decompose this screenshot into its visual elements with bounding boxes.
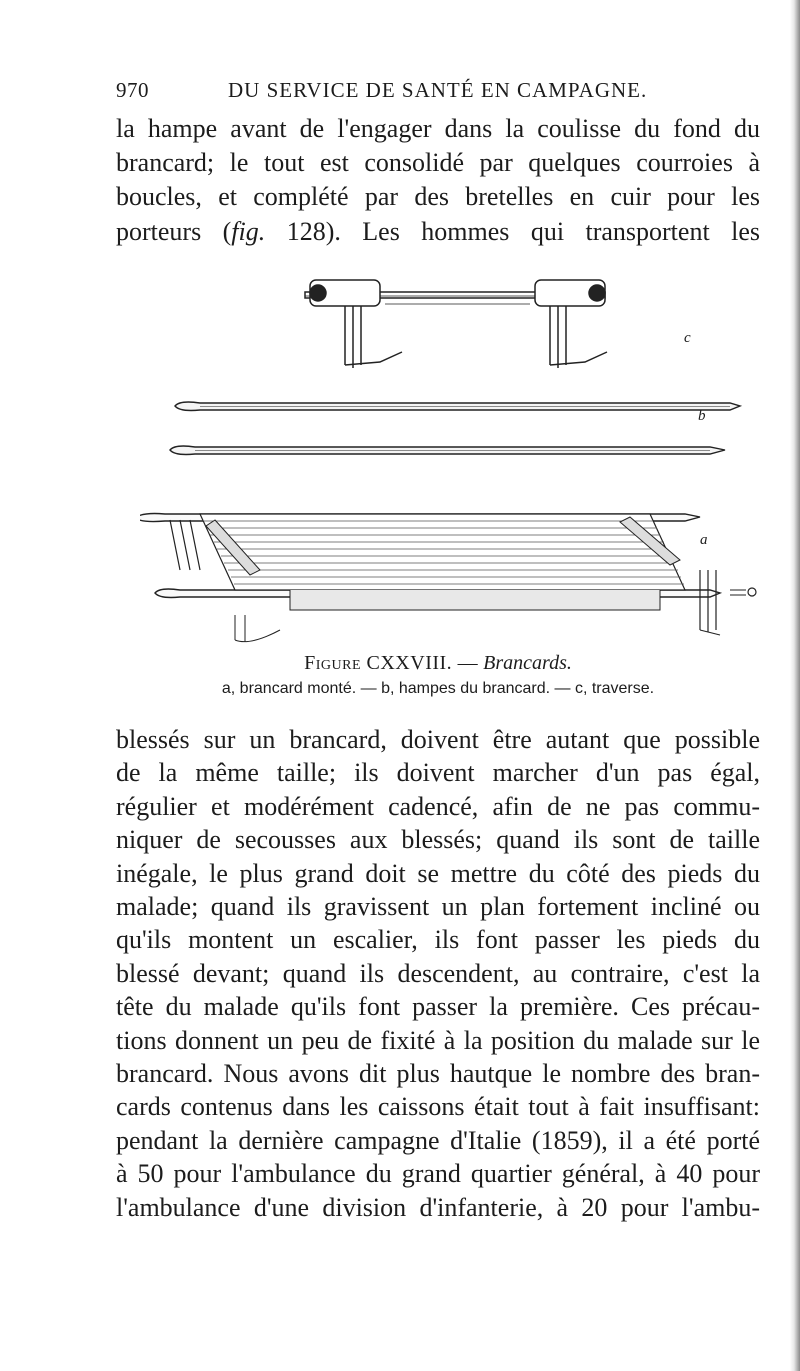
text-line xyxy=(116,215,760,249)
text-line: blessés sur un brancard, doivent être autant que possible xyxy=(116,725,760,754)
text-fragment: 128). Les hommes qui transportent les xyxy=(265,216,760,246)
text-line: brancard. Nous avons dit plus hautque le nombre des bran- xyxy=(116,1059,760,1089)
text-line: inégale, le plus grand doit se mettre du côté des pieds du xyxy=(116,858,760,888)
text-line: qu'ils montent un escalier, ils font passer les pieds du xyxy=(116,925,760,955)
text-line: régulier et modérément cadencé, afin de ne pas commu- xyxy=(116,791,760,821)
figure-caption-subject: Brancards. xyxy=(483,652,572,674)
text-fragment: porteurs ( xyxy=(116,216,232,246)
text-line: de la même taille; ils doivent marcher d'un pas égal, xyxy=(116,758,760,788)
text-line: niquer de secousses aux blessés; quand ils sont de taille xyxy=(116,825,760,855)
text-line: malade; quand ils gravissent un plan fortement incliné ou xyxy=(116,892,760,922)
text-line: à 50 pour l'ambulance du grand quartier général, à 40 pour xyxy=(116,1159,760,1189)
page-number: 970 xyxy=(116,78,149,102)
text-line: tête du malade qu'ils font passer la première. Ces précau- xyxy=(116,992,760,1022)
figure-legend: a, brancard monté. — b, hampes du brancard. — c, traverse. xyxy=(221,680,655,697)
text-line: brancard; le tout est consolidé par quelques courroies à xyxy=(116,148,760,178)
paragraph-bottom xyxy=(116,723,760,1224)
figure-caption xyxy=(116,652,760,675)
poles-b xyxy=(170,402,740,455)
running-head xyxy=(116,78,756,103)
assembled-stretcher-a xyxy=(140,514,756,643)
label-b: b xyxy=(698,408,706,424)
text-line: blessé devant; quand ils descendent, au contraire, c'est la xyxy=(116,958,760,988)
figure-caption-title: Figure CXXVIII. — xyxy=(304,652,479,674)
stretcher-illustration xyxy=(140,270,760,650)
text-line: cards contenus dans les caissons était tout à fait insuffisant: xyxy=(116,1092,760,1122)
crossbar-c xyxy=(305,280,607,368)
label-c: c xyxy=(684,330,691,346)
text-line: l'ambulance d'une division d'infanterie, à 20 pour l'ambu- xyxy=(116,1192,760,1222)
text-line: tions donnent un peu de fixité à la position du malade sur le xyxy=(116,1025,760,1055)
paragraph-top xyxy=(116,112,760,249)
running-title: DU SERVICE DE SANTÉ EN CAMPAGNE. xyxy=(228,78,648,102)
figure-reference: fig. xyxy=(231,216,266,246)
page-edge-shadow xyxy=(790,0,800,1371)
text-line: boucles, et complété par des bretelles en cuir pour les xyxy=(116,182,760,212)
label-a: a xyxy=(700,532,708,548)
figure-stretchers xyxy=(140,270,760,650)
text-line: pendant la dernière campagne d'Italie (1859), il a été porté xyxy=(116,1125,760,1155)
text-line: la hampe avant de l'engager dans la coulisse du fond du xyxy=(116,114,760,143)
